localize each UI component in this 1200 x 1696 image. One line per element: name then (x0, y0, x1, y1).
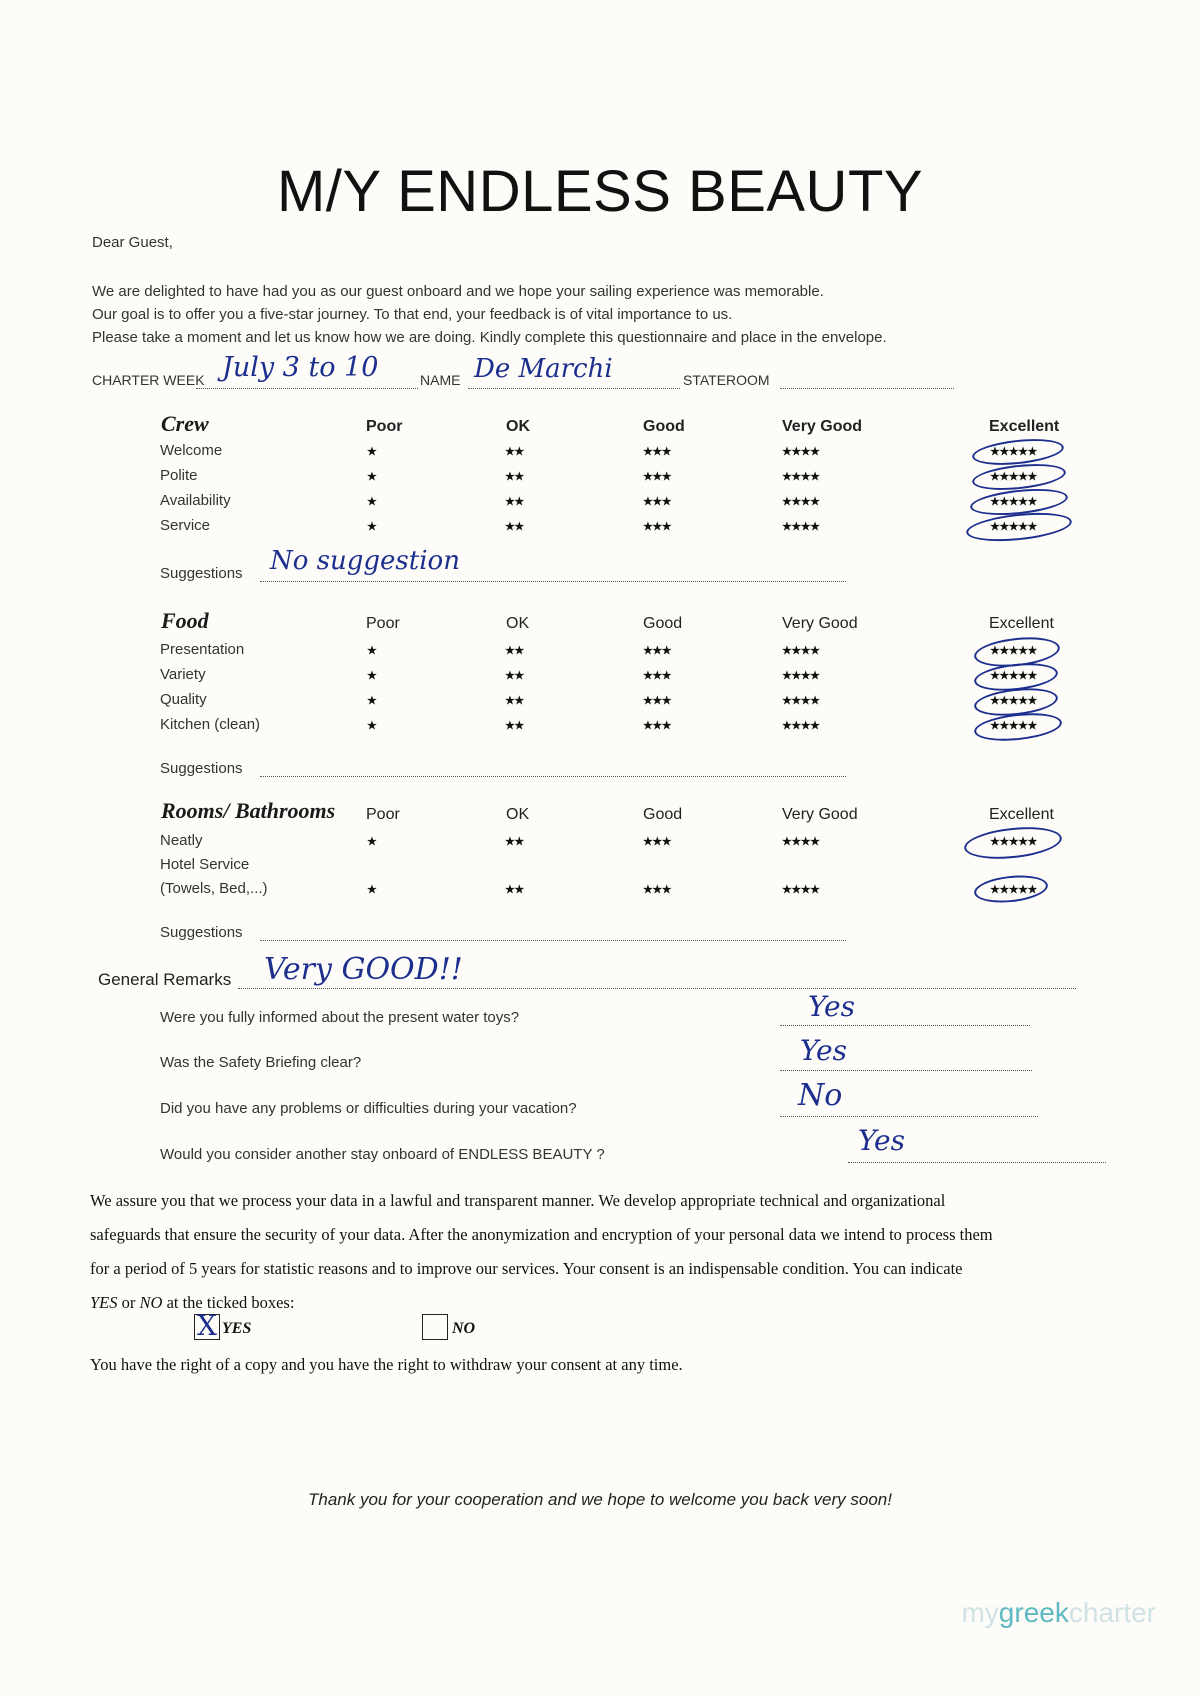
answer-line (780, 1070, 1032, 1071)
rating-item-hotel-service: Hotel Service (160, 856, 250, 873)
rating-option-very-good[interactable]: ★★★★ (782, 720, 820, 732)
rating-option-excellent[interactable]: ★★★★★ (990, 471, 1037, 483)
question-problems: Did you have any problems or difficulties during your vacation? (160, 1100, 577, 1117)
rating-option-poor[interactable]: ★ (367, 836, 377, 848)
col-header-excellent: Excellent (989, 615, 1054, 632)
rating-option-very-good[interactable]: ★★★★ (782, 836, 820, 848)
section-title-crew: Crew (161, 411, 209, 436)
name-field[interactable]: De Marchi (474, 354, 613, 384)
rating-option-very-good[interactable]: ★★★★ (782, 884, 820, 896)
rating-option-very-good[interactable]: ★★★★ (782, 670, 820, 682)
rating-option-ok[interactable]: ★★ (505, 695, 524, 707)
privacy-line (90, 1286, 1130, 1320)
selection-circle (971, 460, 1067, 494)
rating-item-availability: Availability (160, 492, 231, 509)
suggestions-label: Suggestions (160, 760, 243, 777)
rating-option-ok[interactable]: ★★ (505, 446, 524, 458)
rating-option-excellent[interactable]: ★★★★★ (990, 836, 1037, 848)
col-header-very-good: Very Good (782, 615, 858, 632)
rating-option-very-good[interactable]: ★★★★ (782, 496, 820, 508)
rating-option-very-good[interactable]: ★★★★ (782, 521, 820, 533)
col-header-good: Good (643, 806, 683, 823)
privacy-line: safeguards that ensure the security of your data. After the anonymization and encryption of your personal data we intend to process them (90, 1225, 993, 1244)
col-header-excellent: Excellent (989, 806, 1054, 823)
question-water-toys: Were you fully informed about the present water toys? (160, 1009, 520, 1026)
name-label: NAME (420, 372, 461, 388)
answer-line (848, 1162, 1106, 1163)
suggestions-label: Suggestions (160, 924, 243, 941)
rating-option-poor[interactable]: ★ (367, 496, 377, 508)
greeting: Dear Guest, (92, 234, 173, 251)
suggestions-label: Suggestions (160, 565, 243, 582)
selection-circle (971, 435, 1065, 468)
answer-problems[interactable]: No (798, 1078, 843, 1113)
rating-option-poor[interactable]: ★ (367, 471, 377, 483)
rating-option-excellent[interactable]: ★★★★★ (990, 720, 1037, 732)
privacy-tail: at the ticked boxes: (166, 1293, 295, 1312)
rating-option-poor[interactable]: ★ (367, 521, 377, 533)
rating-item-kitchen: Kitchen (clean) (160, 716, 261, 733)
privacy-line: for a period of 5 years for statistic reasons and to improve our services. Your consent is an indispensable condition. You can indicate (90, 1259, 963, 1278)
answer-another-stay[interactable]: Yes (858, 1124, 905, 1157)
consent-yes-checkbox[interactable] (194, 1309, 220, 1342)
or-word: or (121, 1293, 136, 1312)
rating-option-ok[interactable]: ★★ (505, 645, 524, 657)
watermark-post: charter (1068, 1597, 1156, 1628)
rating-item-neatly: Neatly (160, 832, 203, 849)
selection-circle (963, 823, 1064, 863)
col-header-good: Good (643, 418, 685, 435)
intro-line: Our goal is to offer you a five-star journey. To that end, your feedback is of vital importance to us. (92, 306, 733, 323)
rating-option-good[interactable]: ★★★ (643, 496, 672, 508)
privacy-paragraph (90, 1184, 1130, 1320)
intro-line: Please take a moment and let us know how we are doing. Kindly complete this questionnaire and place in the envelope. (92, 329, 887, 346)
answer-line (780, 1025, 1030, 1026)
rating-item-presentation: Presentation (160, 641, 245, 658)
rating-option-ok[interactable]: ★★ (505, 836, 524, 848)
thank-you-note: Thank you for your cooperation and we hope to welcome you back very soon! (307, 1490, 892, 1509)
rating-option-poor[interactable]: ★ (367, 884, 377, 896)
rating-option-poor[interactable]: ★ (367, 446, 377, 458)
withdraw-consent-text: You have the right of a copy and you have the right to withdraw your consent at any time. (90, 1355, 683, 1374)
rating-option-good[interactable]: ★★★ (643, 645, 672, 657)
rating-option-excellent[interactable]: ★★★★★ (990, 496, 1037, 508)
rating-option-very-good[interactable]: ★★★★ (782, 471, 820, 483)
rating-option-poor[interactable]: ★ (367, 695, 377, 707)
col-header-poor: Poor (366, 418, 403, 435)
col-header-very-good: Very Good (782, 806, 858, 823)
consent-yes-label: YES (222, 1320, 252, 1337)
stateroom-field[interactable] (780, 388, 954, 389)
suggestions-line (260, 581, 846, 582)
rating-option-good[interactable]: ★★★ (643, 695, 672, 707)
general-remarks-line (238, 988, 1076, 989)
rating-option-very-good[interactable]: ★★★★ (782, 645, 820, 657)
charter-week-line (196, 388, 418, 389)
selection-circle (973, 709, 1063, 744)
suggestions-field[interactable] (260, 776, 846, 777)
answer-safety-briefing[interactable]: Yes (800, 1034, 847, 1067)
rating-option-good[interactable]: ★★★ (643, 720, 672, 732)
rating-option-ok[interactable]: ★★ (505, 496, 524, 508)
rating-option-poor[interactable]: ★ (367, 645, 377, 657)
yes-word: YES (90, 1293, 118, 1312)
question-safety-briefing: Was the Safety Briefing clear? (160, 1054, 362, 1071)
answer-water-toys[interactable]: Yes (808, 990, 855, 1023)
selection-circle (973, 872, 1049, 906)
col-header-ok: OK (506, 418, 530, 435)
intro-line: We are delighted to have had you as our guest onboard and we hope your sailing experience was memorable. (92, 283, 824, 300)
rating-option-poor[interactable]: ★ (367, 670, 377, 682)
section-title-food: Food (161, 608, 209, 633)
question-another-stay: Would you consider another stay onboard of ENDLESS BEAUTY ? (160, 1146, 605, 1163)
col-header-ok: OK (506, 615, 530, 632)
suggestions-field[interactable] (260, 940, 846, 941)
watermark-pre: my (961, 1597, 999, 1628)
charter-week-label: CHARTER WEEK (92, 372, 205, 388)
rating-option-good[interactable]: ★★★ (643, 471, 672, 483)
rating-option-very-good[interactable]: ★★★★ (782, 695, 820, 707)
col-header-very-good: Very Good (782, 418, 863, 435)
rating-option-ok[interactable]: ★★ (505, 521, 524, 533)
rating-option-good[interactable]: ★★★ (643, 446, 672, 458)
rating-option-ok[interactable]: ★★ (505, 670, 524, 682)
answer-line (780, 1116, 1038, 1117)
selection-circle (965, 509, 1073, 546)
intro-paragraph (92, 280, 887, 349)
watermark-logo (961, 1597, 1156, 1629)
col-header-poor: Poor (366, 615, 400, 632)
rating-item-variety: Variety (160, 666, 206, 683)
rating-option-excellent[interactable]: ★★★★★ (990, 645, 1037, 657)
name-line (468, 388, 680, 389)
rating-option-excellent[interactable]: ★★★★★ (990, 670, 1037, 682)
rating-option-very-good[interactable]: ★★★★ (782, 446, 820, 458)
rating-item-polite: Polite (160, 467, 198, 484)
check-mark: X (197, 1309, 217, 1342)
col-header-excellent: Excellent (989, 418, 1060, 435)
rating-option-excellent[interactable]: ★★★★★ (990, 521, 1037, 533)
general-remarks-field[interactable]: Very GOOD!! (264, 952, 463, 987)
rating-item-welcome: Welcome (160, 442, 223, 459)
col-header-good: Good (643, 615, 683, 632)
consent-no-checkbox[interactable] (422, 1314, 448, 1340)
rating-option-good[interactable]: ★★★ (643, 521, 672, 533)
rating-option-poor[interactable]: ★ (367, 720, 377, 732)
stateroom-label: STATEROOM (683, 372, 770, 388)
charter-week-field[interactable]: July 3 to 10 (222, 352, 379, 383)
general-remarks-label: General Remarks (98, 970, 232, 989)
rating-item-quality: Quality (160, 691, 207, 708)
rating-item-towels-bed: (Towels, Bed,...) (160, 880, 268, 897)
section-title-rooms: Rooms/ Bathrooms (161, 798, 336, 823)
privacy-line: We assure you that we process your data in a lawful and transparent manner. We develop appropriate technical and organizational (90, 1191, 946, 1210)
rating-option-good[interactable]: ★★★ (643, 884, 672, 896)
page-title: M/Y ENDLESS BEAUTY (276, 159, 924, 224)
consent-no-label: NO (452, 1320, 476, 1337)
rating-option-good[interactable]: ★★★ (643, 836, 672, 848)
col-header-ok: OK (506, 806, 530, 823)
rating-option-good[interactable]: ★★★ (643, 670, 672, 682)
rating-option-ok[interactable]: ★★ (505, 471, 524, 483)
suggestions-field[interactable]: No suggestion (270, 546, 460, 576)
rating-option-excellent[interactable]: ★★★★★ (990, 446, 1037, 458)
rating-option-ok[interactable]: ★★ (505, 720, 524, 732)
no-word: NO (139, 1293, 163, 1312)
rating-option-excellent[interactable]: ★★★★★ (990, 695, 1037, 707)
watermark-brand: greek (998, 1597, 1069, 1628)
rating-item-service: Service (160, 517, 211, 534)
rating-option-ok[interactable]: ★★ (505, 884, 524, 896)
rating-option-excellent[interactable]: ★★★★★ (990, 884, 1037, 896)
col-header-poor: Poor (366, 806, 400, 823)
